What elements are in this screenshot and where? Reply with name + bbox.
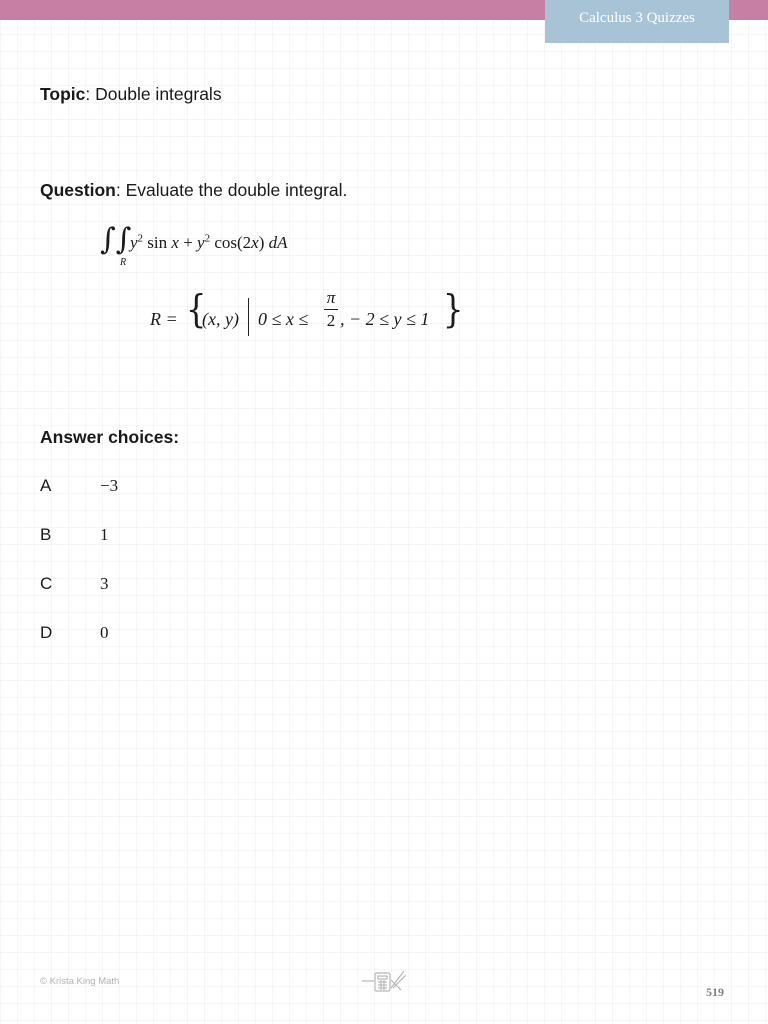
calculator-logo-icon	[360, 968, 408, 994]
fraction-numerator: π	[326, 288, 336, 307]
answer-choices-heading: Answer choices:	[40, 427, 180, 447]
region-close-brace: }	[442, 287, 464, 331]
choice-d-value: 0	[100, 623, 109, 642]
integral-subscript: R	[120, 257, 127, 268]
fraction-bar	[324, 309, 338, 310]
region-fraction	[324, 288, 338, 331]
region-open-brace: {	[185, 287, 207, 331]
topic-label: Topic	[40, 84, 86, 104]
topic-value: Double integrals	[95, 84, 222, 104]
choice-b-value: 1	[100, 525, 109, 544]
question-text: Evaluate the double integral.	[125, 180, 348, 200]
double-integral-symbol: ∫∫	[100, 222, 132, 257]
choice-d-letter: D	[40, 623, 53, 642]
page-number: 519	[706, 985, 724, 999]
region-separator	[248, 298, 249, 336]
region-pair: (x, y)	[202, 309, 239, 329]
footer-copyright: © Krista King Math	[40, 976, 120, 987]
answer-choices-label: Answer choices	[40, 427, 174, 447]
header-tab-label: Calculus 3 Quizzes	[579, 10, 695, 26]
region-condition-x: 0 ≤ x ≤	[258, 309, 309, 329]
header-tab	[545, 0, 729, 43]
region-condition-y: , − 2 ≤ y ≤ 1	[340, 309, 430, 329]
choice-c-letter: C	[40, 574, 53, 593]
question-label: Question	[40, 180, 116, 200]
choice-a-value: −3	[100, 476, 119, 495]
choice-a-letter: A	[40, 476, 52, 495]
fraction-denominator: 2	[326, 311, 336, 330]
integrand: $y^2$ $\sin x + y^2$ cos(2x) dA	[130, 232, 288, 252]
choice-c-value: 3	[100, 574, 109, 593]
topic-line: Topic: Double integrals	[40, 84, 222, 104]
choice-b-letter: B	[40, 525, 52, 544]
question-line: Question: Evaluate the double integral.	[40, 180, 348, 200]
region-lhs: R =	[150, 309, 178, 329]
